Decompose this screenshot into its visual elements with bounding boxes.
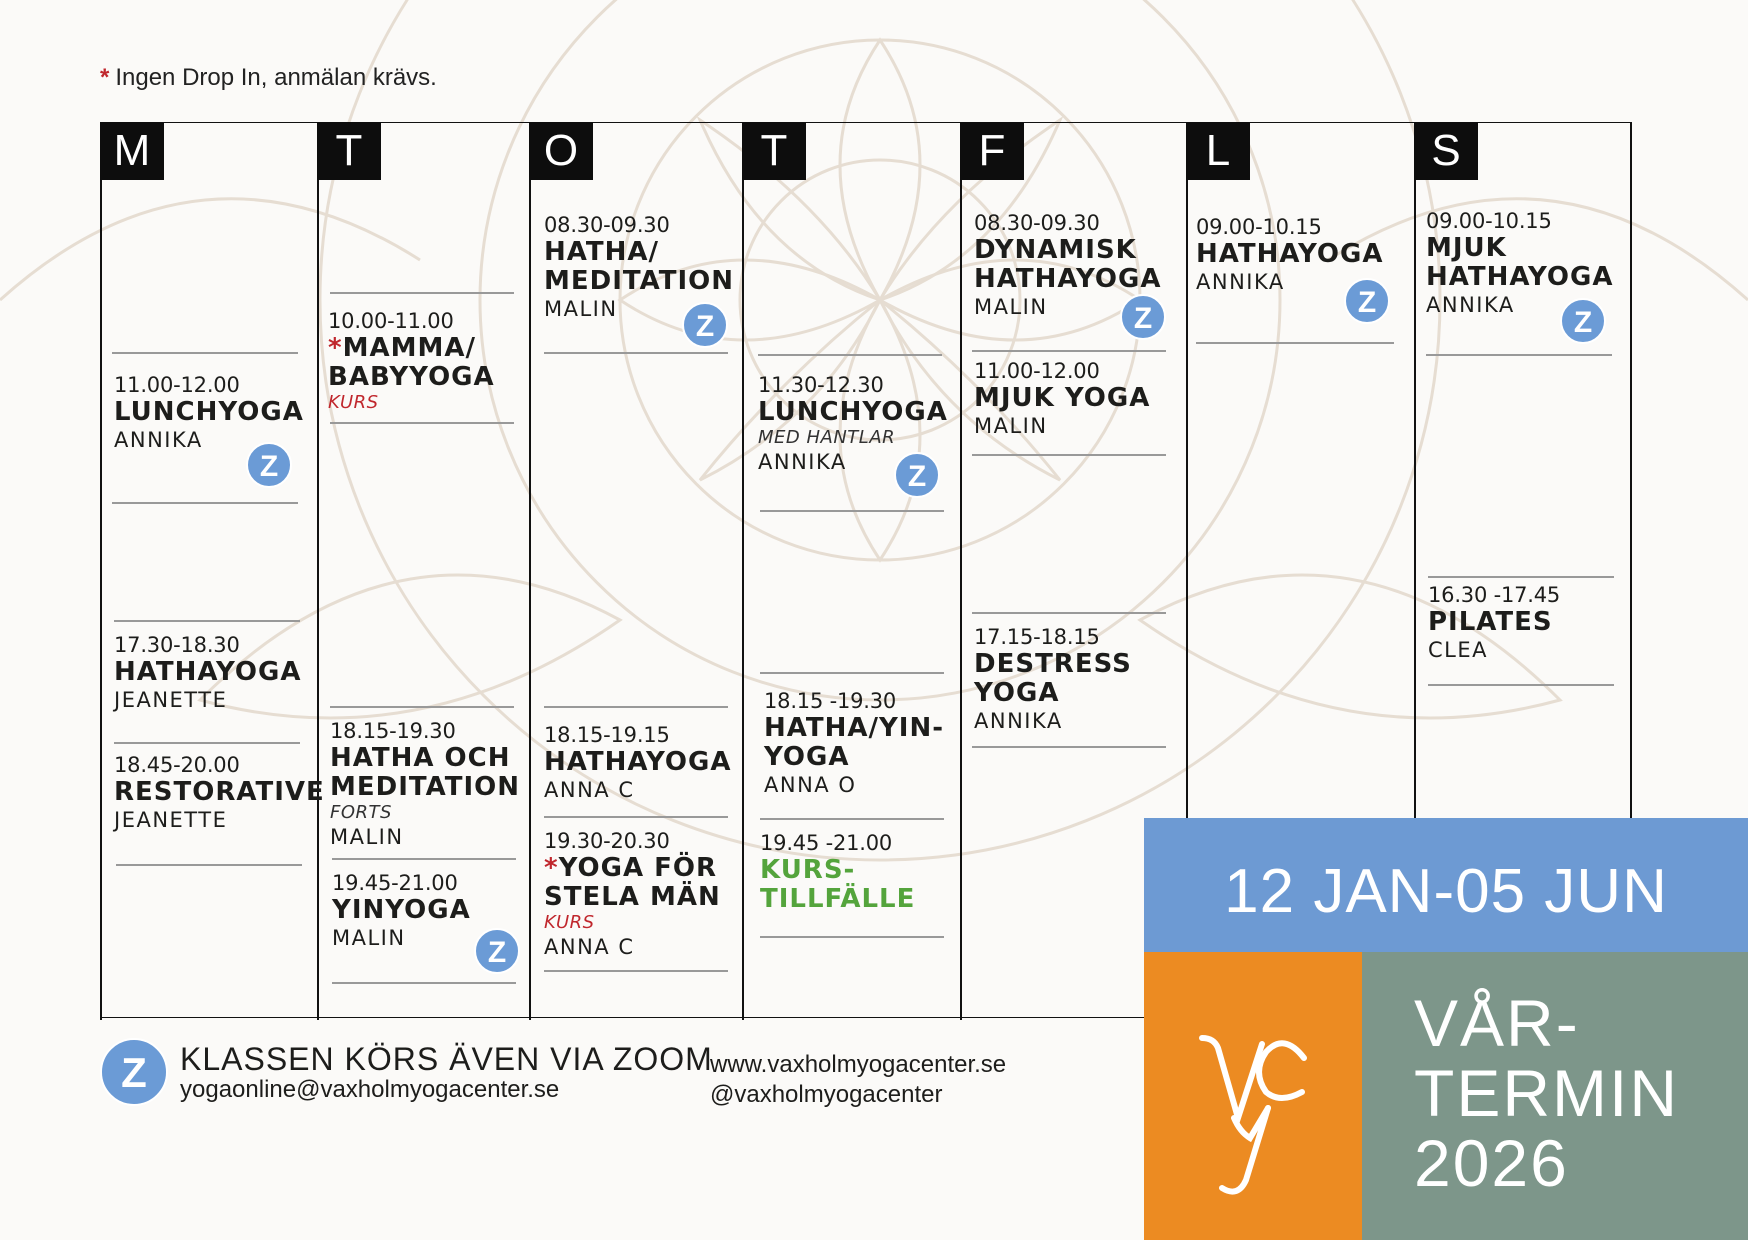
session-time: 17.15-18.15 — [974, 625, 1100, 649]
session-divider — [114, 742, 300, 744]
column-divider — [1414, 122, 1416, 818]
session-divider — [544, 352, 728, 354]
session-card — [764, 688, 944, 798]
column-divider — [1186, 122, 1188, 818]
session-divider — [330, 292, 514, 294]
session-name — [328, 334, 495, 392]
session-divider — [332, 982, 516, 984]
session-name — [544, 854, 721, 912]
session-time: 19.30-20.30 — [544, 829, 670, 853]
session-time: 11.00-12.00 — [114, 373, 240, 397]
zoom-icon: Z — [894, 452, 940, 498]
session-time: 19.45 -21.00 — [760, 831, 893, 855]
zoom-email-link[interactable]: yogaonline@vaxholmyogacenter.se — [180, 1076, 560, 1103]
session-time: 16.30 -17.45 — [1428, 583, 1561, 607]
footer-contact — [710, 1050, 1006, 1110]
session-divider — [544, 706, 728, 708]
session-divider — [758, 354, 942, 356]
session-teacher: ANNIKA — [758, 450, 847, 474]
session-name: RESTORATIVE — [114, 777, 325, 807]
booking-required-star: * — [328, 333, 343, 363]
zoom-icon: Z — [1120, 294, 1166, 340]
session-type-label: KURS — [328, 392, 379, 413]
column-divider — [1630, 122, 1632, 818]
session-teacher: ANNA C — [544, 935, 635, 959]
session-divider — [972, 746, 1166, 748]
session-card — [330, 718, 520, 850]
session-divider — [760, 510, 944, 512]
session-divider — [330, 422, 514, 424]
session-card — [114, 632, 301, 713]
session-time: 18.15-19.15 — [544, 723, 670, 747]
session-divider — [760, 672, 944, 674]
session-name: MJUK HATHAYOGA — [1426, 233, 1614, 292]
instagram-handle[interactable]: @vaxholmyogacenter — [710, 1081, 943, 1108]
session-divider — [116, 864, 302, 866]
day-header-sunday: S — [1414, 122, 1478, 180]
session-divider — [972, 612, 1166, 614]
session-divider — [332, 858, 516, 860]
session-teacher: CLEA — [1428, 638, 1488, 662]
session-teacher: MALIN — [974, 414, 1048, 438]
session-card — [114, 752, 325, 833]
footer-zoom-info — [180, 1042, 713, 1104]
session-name: KURS- TILLFÄLLE — [760, 855, 916, 914]
column-divider — [100, 122, 102, 1020]
session-name: PILATES — [1428, 607, 1553, 637]
session-teacher: ANNIKA — [974, 709, 1063, 733]
zoom-icon: Z — [100, 1038, 168, 1106]
zoom-info-text: KLASSEN KÖRS ÄVEN VIA ZOOM — [180, 1041, 713, 1077]
day-header-saturday: L — [1186, 122, 1250, 180]
session-teacher: MALIN — [974, 295, 1048, 319]
session-card — [974, 624, 1132, 734]
term-line-1: VÅR- — [1414, 986, 1580, 1060]
column-divider — [317, 122, 319, 1020]
session-divider — [760, 936, 944, 938]
session-teacher: MALIN — [544, 297, 618, 321]
session-divider — [330, 706, 514, 708]
session-time: 08.30-09.30 — [974, 211, 1100, 235]
term-year: 2026 — [1414, 1126, 1569, 1200]
session-teacher: MALIN — [332, 926, 406, 950]
session-divider — [972, 454, 1166, 456]
session-name-text: MAMMA/ BABYYOGA — [328, 333, 495, 392]
session-divider — [972, 350, 1166, 352]
session-time: 09.00-10.15 — [1426, 209, 1552, 233]
session-name: LUNCHYOGA — [758, 397, 948, 427]
session-name: YINYOGA — [332, 895, 471, 925]
session-time: 09.00-10.15 — [1196, 215, 1322, 239]
session-name: MJUK YOGA — [974, 383, 1151, 413]
session-time: 17.30-18.30 — [114, 633, 240, 657]
session-name: HATHAYOGA — [1196, 239, 1384, 269]
session-divider — [1428, 684, 1614, 686]
zoom-icon: Z — [682, 302, 728, 348]
day-header-friday: F — [960, 122, 1024, 180]
session-name: LUNCHYOGA — [114, 397, 304, 427]
session-name: HATHAYOGA — [544, 747, 732, 777]
session-time: 18.45-20.00 — [114, 753, 240, 777]
session-teacher: ANNIKA — [114, 428, 203, 452]
session-divider — [544, 970, 728, 972]
session-divider — [112, 352, 298, 354]
session-divider — [1196, 342, 1394, 344]
session-name: DESTRESS YOGA — [974, 649, 1132, 708]
session-divider — [760, 818, 944, 820]
zoom-icon: Z — [1344, 278, 1390, 324]
session-divider — [1428, 576, 1614, 578]
zoom-icon: Z — [1560, 298, 1606, 344]
session-time: 08.30-09.30 — [544, 213, 670, 237]
session-teacher: JEANETTE — [114, 808, 228, 832]
session-divider — [1426, 354, 1612, 356]
session-divider — [114, 620, 300, 622]
session-card — [544, 828, 721, 960]
session-card — [760, 830, 915, 914]
website-link[interactable]: www.vaxholmyogacenter.se — [710, 1051, 1007, 1078]
term-dates: 12 JAN-05 JUN — [1224, 857, 1668, 926]
zoom-icon: Z — [474, 928, 520, 974]
session-time: 18.15-19.30 — [330, 719, 456, 743]
note-text: Ingen Drop In, anmälan krävs. — [115, 64, 437, 91]
session-time: 19.45-21.00 — [332, 871, 458, 895]
session-type-label: KURS — [544, 912, 595, 933]
session-card — [974, 358, 1150, 439]
session-card — [1428, 582, 1560, 663]
session-sub-label: MED HANTLAR — [758, 427, 896, 448]
day-header-wednesday: O — [529, 122, 593, 180]
term-line-2: TERMIN — [1414, 1056, 1679, 1130]
session-name: HATHA OCH MEDITATION — [330, 743, 520, 802]
day-header-tuesday: T — [317, 122, 381, 180]
session-card — [328, 308, 495, 414]
session-teacher: JEANETTE — [114, 688, 228, 712]
booking-required-star: * — [544, 853, 559, 883]
session-teacher: ANNIKA — [1426, 293, 1515, 317]
vcy-logo — [1194, 1008, 1314, 1208]
column-divider — [529, 122, 531, 1020]
zoom-icon: Z — [246, 442, 292, 488]
session-name: HATHAYOGA — [114, 657, 302, 687]
session-card — [332, 870, 471, 951]
note-star: * — [100, 64, 110, 91]
session-name-text: YOGA FÖR STELA MÄN — [544, 853, 721, 912]
session-divider — [112, 502, 298, 504]
session-name: DYNAMISK HATHAYOGA — [974, 235, 1162, 294]
session-name: HATHA/ MEDITATION — [544, 237, 734, 296]
session-teacher: ANNA O — [764, 773, 857, 797]
session-card — [544, 722, 731, 803]
session-teacher: MALIN — [330, 825, 404, 849]
session-card — [114, 372, 304, 453]
day-header-thursday: T — [742, 122, 806, 180]
session-time: 18.15 -19.30 — [764, 689, 897, 713]
session-time: 11.00-12.00 — [974, 359, 1100, 383]
term-title — [1414, 988, 1679, 1198]
column-divider — [960, 122, 962, 1020]
drop-in-note — [100, 64, 437, 92]
session-name: HATHA/YIN- YOGA — [764, 713, 945, 772]
session-time: 11.30-12.30 — [758, 373, 884, 397]
session-teacher: ANNIKA — [1196, 270, 1285, 294]
session-divider — [544, 816, 728, 818]
session-sub-label: FORTS — [330, 802, 392, 823]
session-time: 10.00-11.00 — [328, 309, 454, 333]
day-header-monday: M — [100, 122, 164, 180]
term-brand-block — [1144, 818, 1748, 1240]
session-teacher: ANNA C — [544, 778, 635, 802]
column-divider — [742, 122, 744, 1020]
